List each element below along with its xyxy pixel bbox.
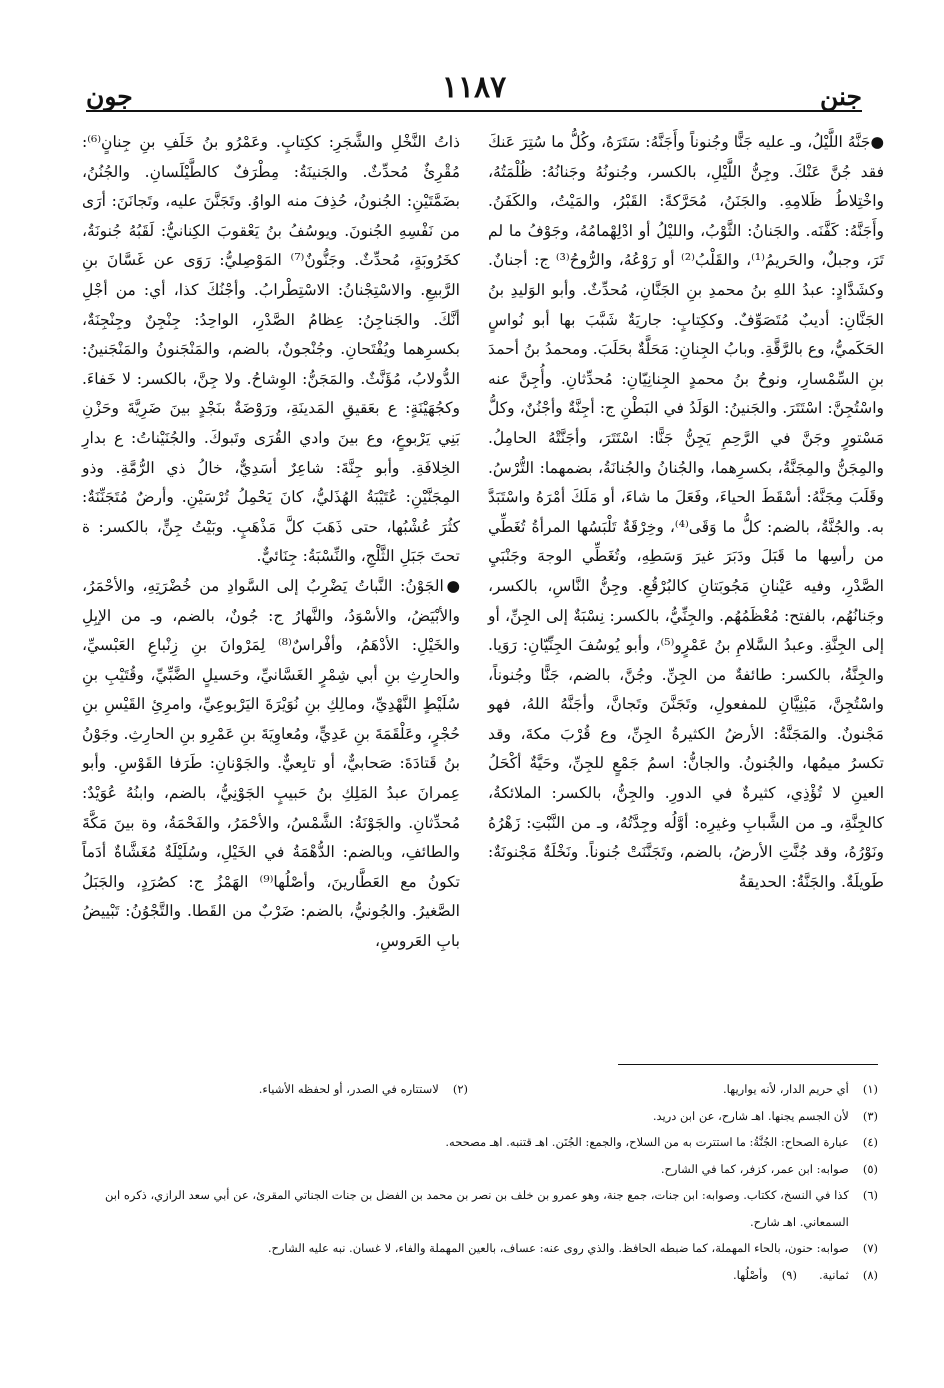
entry-jann-continued: ذاتُ النَّخْلِ والشَّجَرِ: ككِتابٍ. وعَمْرُو بنُ خَلَفِ بنِ جِنانٍ⁽⁶⁾: مُقْرِئٌ مُحدِّثٌ. والجَنينَةُ: مِطْرَفٌ كالطَّيْلَسانِ. والجُنُنُ، بضَمَّتَيْنِ: الجُنونُ، حُذِفَ منه الواوُ. وتَجَنَّنَ عليه، وتَجانَنَ: أرَى من نَفْسِهِ الجُنونَ. ويوسُفُ بنُ يَعْقوبَ الكِنانيُّ: لَقَبُهُ جُنونَةُ، كخَرُوبَةٍ، مُحدِّثٌ. وجَنُّونٌ⁽⁷⁾ المَوْصِليُّ: رَوَى عن غَسَّانَ بنِ الرَّبيعِ. والاسْتِجْنانُ: الاسْتِطْرابُ. وأجْنُكَ كذا، أي: من أجْلِ أنَّكَ. والجَناجِنُ: عِظامُ الصَّدْرِ، الواحِدُ: جِنْجِنٌ وجِنْجِنَةٌ، بكسرِهما ويُفْتَحانِ. وجُنْجونٌ، بالضم، والمَنْجَنونُ والمَنْجَنينُ: الدُّولابُ، مُؤَنَّثٌ. والمَجَنُّ: الوِشاحُ. ولا جِنَّ، بالكسر: لا خَفاءَ. وكجُهَيْنَةٍ: ع بعَقيقِ المَدينَةِ، ورَوْضَةٌ بنَجْدٍ بينَ ضَرِيَّةَ وحَزْنِ بَنِي يَرْبوعٍ، وع بينَ وادي القُرَى وتَبوكَ. والجُنَيْناتُ: ع بدارِ الخِلافَةِ. وأبو جِنَّةَ: شاعِرٌ أسَدِيٌّ، خالُ ذي الرُّمَّةِ. وذو المِجَنَّيْنِ: عُتَيْبَةُ الهُذَليُّ، كانَ يَحْمِلُ تُرْسَيْنِ. وأرضٌ مُتَجَنِّنَةٌ: كثُرَ عُشْبُها، حتى ذَهَبَ كلَّ مَذْهَبٍ. وبَيْتُ جِنٍّ، بالكسر: ة تحتَ جَبَلِ الثَّلْجِ، والنِّسْبَةُ: جِنَائيٌّ. (82, 133, 460, 566)
footnote-2: (٢) لاستتاره في الصدر، أو لحفظه الأشياء. (258, 1082, 468, 1096)
footnote-4: (٤) عبارة الصحاح: الجُنَّةُ: ما استترت به من السلاح، والجمع: الجُنَن. اهـ قتنبه. اهـ مصححه. (445, 1135, 878, 1149)
footnote-7: (٧) صوابه: حنون، بالحاء المهملة، كما ضبطه الحافظ. والذي روى عنه: عساف، بالعين المهملة والفاء، لا غسان. نبه عليه الشارح. (267, 1241, 878, 1255)
footnote-6: (٦) كذا في النسخ، ككتاب. وصوابه: ابن جنات، جمع جنة، وهو عمرو بن خلف بن نصر بن محمد بن الفضل بن جنات الجناتي المقرئ، عن أبي سعد الرازي، ذكره ابن السمعاني. اهـ شارح. (105, 1188, 878, 1229)
footnote-3: (٣) لأن الجسم يجنها. اهـ شارح، عن ابن دريد. (652, 1108, 878, 1123)
left-text-column (82, 128, 460, 951)
footnotes (80, 1076, 878, 1288)
page-header (86, 68, 862, 114)
header-root-word: جنن (819, 82, 862, 111)
footnote-rule (618, 1064, 878, 1065)
footnote-row-1 (80, 1076, 878, 1103)
header-rule (86, 110, 862, 112)
footnote-8: (٨) ثمانية. (818, 1267, 878, 1282)
page-number: ١١٨٧ (441, 70, 507, 105)
footnote-5: (٥) صوابه: ابن عمر، كزفر، كما في الشارح. (660, 1161, 878, 1176)
header-next-word: جون (86, 82, 133, 111)
right-text-column (488, 128, 884, 891)
entry-jann: ●جَنَّهُ اللَّيْلُ، وـ عليه جَنًّا وجُنوناً وأَجَنَّهُ: سَتَرَهُ، وكُلُّ ما سُتِرَ عَنكَ فقد جُنَّ عَنْكَ. وجِنُّ اللَّيْلِ، بالكسر، وجُنونُهُ وجَنانُهُ: ظُلْمَتُهُ، واخْتِلاطُ ظَلامِهِ. والجَنَنُ، مُحَرَّكةً: القَبْرُ، والمَيْتُ، والكَفَنُ. وأَجَنَّهُ: كَفَّنَه. والجَنانُ: الثَّوْبُ، والليْلُ أو ادْلِهْمامُهُ، وجَوْفُ ما لم تَرَ، وجبلٌ، والحَريمُ⁽¹⁾، والقَلْبُ⁽²⁾ أو رَوْعُهُ، والرُّوحُ⁽³⁾ ج: أجنانٌ. وكشَدَّادٍ: عبدُ اللهِ بنُ محمدِ بنِ الجَنَّانِ، مُحدِّثٌ. وأبو الوَليدِ بنُ الجَنَّانِ: أديبٌ مُتَصَوِّفٌ. وككِتابٍ: جاريَةٌ شَبَّبَ بها أبو نُواسٍ الحَكَميُّ، وع بالرَّقَّةِ. وبابُ الجِنانِ: مَحَلَّةٌ بحَلَبَ. ومحمدُ بنُ أحمدَ بنِ السِّمْسارِ، ونوحُ بنُ محمدٍ الجِنانِيّانِ: مُحدِّثانِ. وأُجِنَّ عنه واسْتُجِنَّ: اسْتَتَرَ. والجَنينُ: الوَلَدُ في البَطْنِ ج: أجِنَّةٌ وأجْنُنٌ، وكلُّ مَسْتورٍ وجَنَّ في الرَّحِمِ يَجِنُّ جَنًّا: اسْتَتَرَ، وأجَنَّتْهُ الحامِلُ. والمِجَنُّ والمِجَنَّةُ، بكسرِهما، والجُنانُ والجُنانَةُ، بضمهما: التُّرْسُ. وقَلَبَ مِجَنَّهُ: أسْقَطَ الحياءَ، وفَعَلَ ما شاءَ، أو مَلَكَ أمْرَهُ واسْتَبَدَّ به. والجُنَّةُ، بالضم: كلُّ ما وَقَى⁽⁴⁾، وخِرْقَةٌ تَلْبَسُها المرأةُ تُغَطِّي من رأسِها ما قَبَلَ ودَبَرَ غيرَ وَسَطِهِ، وتُغَطِّي الوجهَ وجَنْبَيِ الصَّدْرِ، وفيه عَيْنانِ مَجُوبَتانِ كالبُرْقُعِ. وجِنُّ النَّاسِ، بالكسر، وجَنانُهُم، بالفتح: مُعْظَمُهُم. والجِنِّيُّ، بالكسر: نِسْبَةٌ إلى الجِنِّ، أو إلى الجِنَّةِ. وعبدُ السَّلامِ بنُ عَمْرٍو⁽⁵⁾، وأبو يُوسُفَ الجِنِّيّانِ: رَوَيا. والجِنَّةُ، بالكسر: طائفةٌ من الجِنِّ. وجُنَّ، بالضم، جَنًّا وجُنوناً، واسْتُجِنَّ، مَبْنِيَّانِ للمفعولِ، وتَجَنَّنَ وتَجانَّ، وأجَنَّهُ اللهُ، فهو مَجْنونٌ. والمَجَنَّةُ: الأرضُ الكثيرةُ الجِنِّ، وع قُرْبَ مكةَ، وقد تكسرُ ميمُها، والجُنونُ. والجانُّ: اسمُ جَمْعٍ للجِنِّ، وحَيَّةٌ أكْحَلُ العينِ لا تُؤْذِي، كثيرةٌ في الدورِ. والجِنُّ، بالكسر: الملائكةُ، كالجِنَّةِ، وـ من الشَّبابِ وغيرِه: أوَّلُه وجِدَّتُهُ، وـ من النَّبْتِ: زَهْرُهُ ونَوْرُهُ، وقد جُنَّتِ الأرضُ، بالضم، وتَجَنَّنَتْ جُنوناً. ونَخْلَةٌ مَجْنونَةٌ: طَويلَةٌ. والجَنَّةُ: الحديقةُ (488, 133, 884, 891)
footnote-9: (٩) وأصْلُها. (732, 1267, 797, 1282)
footnote-1: (١) أي حريم الدار، لأنه يواريها. (723, 1082, 878, 1096)
entry-jawn: ●الجَوْنُ: النَّباتُ يَضْرِبُ إلى السَّوادِ من خُضْرَتِهِ، والأحْمَرُ، والأبْيَضُ، والأسْوَدُ، والنَّهارُ ج: جُونٌ، بالضم، وـ من الإبِلِ والخَيْلِ: الأدْهَمُ، وأفْراسٌ⁽⁸⁾ لِمَرْوانَ بنِ زِنْباعِ العَبْسيِّ، والحارِثِ بنِ أبي شِمْرٍ الغَسَّانيِّ، وحَسيلٍ الضَّبِّيِّ، وقُتَيْبِ بنِ سُلَيْطٍ النَّهْدِيِّ، ومالِكِ بنِ نُوَيْرَةَ اليَرْبوعِيِّ، وامرِئِ القَيْسِ بنِ حُجْرٍ، وعَلْقَمَةَ بنِ عَدِيٍّ، ومُعاوِيَةَ بنِ عَمْرِو بنِ الحارِثِ. وجَوْنُ بنُ قَتادَةَ: صَحابيٌّ، أو تابِعيٌّ. والجَوْنانِ: طَرَفا القَوْسِ. وأبو عِمرانَ عبدُ المَلِكِ بنُ حَبيبٍ الجَوْنِيُّ، بالضم، وابنُهُ عُوَيْدٌ: مُحدِّثانِ. والجَوْنَةُ: الشَّمْسُ، والأحْمَرُ، والفَحْمَةُ، وة بينَ مَكَّةَ والطائفِ، وبالضم: الدُّهْمَةُ في الخَيْلِ، وسُلَيْلَةٌ مُغَشَّاةٌ أدَماً تكونُ مع العَطَّارينَ، وأصْلُها⁽⁹⁾ الهَمْزُ ج: كصُرَدٍ، والجَبَلُ الصَّغيرُ. والجُونيُّ، بالضم: ضَرْبٌ من القَطا. والتَّجْوُنُ: تَبْييضُ بابِ العَروسِ، (82, 576, 460, 951)
footnote-row-last (80, 1262, 878, 1289)
